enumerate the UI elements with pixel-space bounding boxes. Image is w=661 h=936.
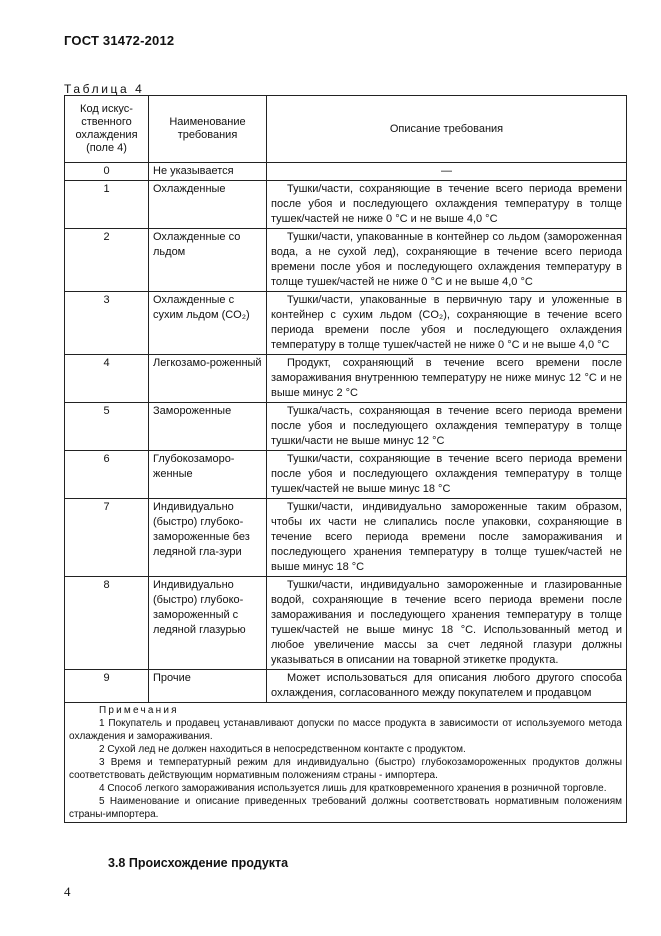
table-header-row	[65, 96, 627, 163]
document-code: ГОСТ 31472-2012	[64, 33, 175, 48]
cell-name: Прочие	[149, 670, 267, 703]
table-row	[65, 355, 627, 403]
cell-name: Охлажденные со льдом	[149, 229, 267, 292]
table-row	[65, 229, 627, 292]
cell-code: 4	[65, 355, 149, 403]
cell-code: 3	[65, 292, 149, 355]
table-row	[65, 499, 627, 577]
table-caption: Таблица 4	[64, 82, 145, 96]
column-header-code: Код искус-ственного охлаждения (поле 4)	[65, 96, 149, 163]
table-notes	[65, 703, 627, 823]
table-row	[65, 292, 627, 355]
cell-name: Глубокозаморо-женные	[149, 451, 267, 499]
table-row	[65, 670, 627, 703]
table-row	[65, 181, 627, 229]
table-row	[65, 163, 627, 181]
column-header-description: Описание требования	[267, 96, 627, 163]
cell-description: Продукт, сохраняющий в течение всего времени после замораживания внутреннюю температуру не ниже минус 12 °С и не выше минус 2 °С	[267, 355, 627, 403]
note-item: 5 Наименование и описание приведенных требований должны соответствовать нормативным положениям страны-импортера.	[69, 796, 622, 820]
table-row	[65, 451, 627, 499]
cell-name: Индивидуально (быстро) глубоко-замороженный с ледяной глазурью	[149, 577, 267, 670]
cell-code: 6	[65, 451, 149, 499]
notes-title: Примечания	[99, 705, 179, 716]
cell-name: Индивидуально (быстро) глубоко-замороженные без ледяной гла-зури	[149, 499, 267, 577]
cell-description: Тушки/части, индивидуально замороженные таким образом, чтобы их части не слипались после упаковки, сохраняющие в течение всего периода времени после замораживания и последующего хранения температуру в толще тушек/частей не выше минус 18 °С	[267, 499, 627, 577]
cell-code: 0	[65, 163, 149, 181]
cell-name: Легкозамо-роженный	[149, 355, 267, 403]
note-item: 4 Способ легкого замораживания используется лишь для кратковременного хранения в розничной торговле.	[99, 783, 607, 794]
page-number: 4	[64, 884, 71, 899]
note-item: 2 Сухой лед не должен находиться в непосредственном контакте с продуктом.	[99, 744, 466, 755]
cooling-requirements-table	[64, 95, 627, 823]
table-row	[65, 577, 627, 670]
cell-description: Тушки/части, упакованные в первичную тару и уложенные в контейнер с сухим льдом (CO₂), сохраняющие в течение всего периода времени после убоя и последующего охлаждения температуру в толще тушек/частей не ниже 0 °С и не выше 4,0 °С	[267, 292, 627, 355]
cell-code: 7	[65, 499, 149, 577]
note-item: 3 Время и температурный режим для индивидуально (быстро) глубокозамороженных продуктов должны соответствовать действующим нормативным положениям страны - импортера.	[69, 757, 622, 781]
cell-code: 8	[65, 577, 149, 670]
cell-description: —	[267, 163, 627, 181]
table-row	[65, 403, 627, 451]
cell-description: Тушки/части, сохраняющие в течение всего периода времени после убоя и последующего охлаждения температуру в толще тушек/частей не ниже 0 °С и не выше 4,0 °С	[267, 181, 627, 229]
cell-description: Тушки/части, упакованные в контейнер со льдом (замороженная вода, а не сухой лед), сохраняющие в течение всего периода времени после убоя и последующего охлаждения температуру в толще тушек/частей не ниже 0 °С и не выше 4,0 °С	[267, 229, 627, 292]
section-heading: 3.8 Происхождение продукта	[108, 856, 289, 870]
table-notes-row	[65, 703, 627, 823]
cell-code: 2	[65, 229, 149, 292]
cell-code: 9	[65, 670, 149, 703]
column-header-name: Наименование требования	[149, 96, 267, 163]
cell-name: Охлажденные	[149, 181, 267, 229]
cell-code: 5	[65, 403, 149, 451]
cell-name: Замороженные	[149, 403, 267, 451]
note-item: 1 Покупатель и продавец устанавливают допуски по массе продукта в зависимости от используемого метода охлаждения и замораживания.	[69, 718, 622, 742]
cell-description: Тушки/части, сохраняющие в течение всего периода времени после убоя и последующего охлаждения температуру в толще тушек/частей не выше минус 18 °С	[267, 451, 627, 499]
cell-description: Тушки/части, индивидуально замороженные и глазированные водой, сохраняющие в течение всего периода времени после замораживания и последующего хранения температуру в толще тушек/частей не выше минус 18 °С. Использованный метод и любое увеличение массы за счет ледяной глазури должны указываться в описании на товарной этикетке продукта.	[267, 577, 627, 670]
cell-description: Тушка/часть, сохраняющая в течение всего периода времени после убоя и последующего охлаждения температуру в толще тушки/части не выше минус 12 °С	[267, 403, 627, 451]
cell-description: Может использоваться для описания любого другого способа охлаждения, согласованного между покупателем и продавцом	[267, 670, 627, 703]
cell-name: Охлажденные с сухим льдом (CO₂)	[149, 292, 267, 355]
cell-name: Не указывается	[149, 163, 267, 181]
cell-code: 1	[65, 181, 149, 229]
